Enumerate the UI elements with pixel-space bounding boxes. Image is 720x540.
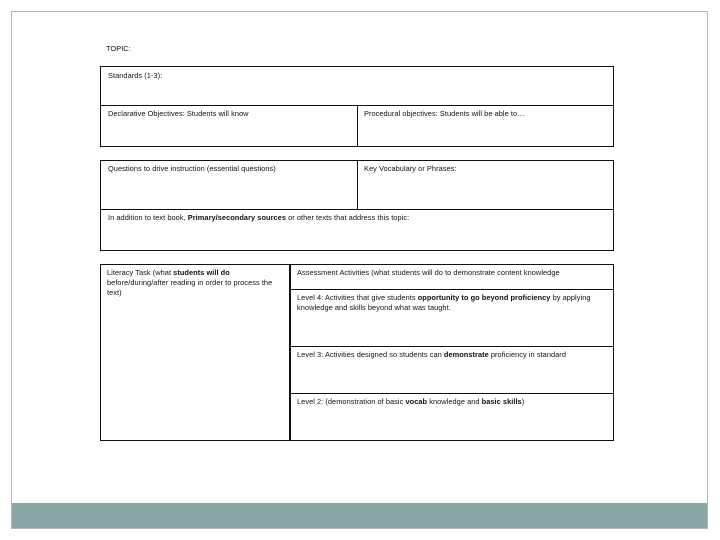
standards-label: Standards (1-3): xyxy=(108,71,163,80)
literacy-task-label xyxy=(102,265,290,301)
level-4-text: by applying knowledge and skills beyond what was taught. xyxy=(297,293,591,312)
level-2-label xyxy=(292,394,612,410)
key-vocabulary-label: Key Vocabulary or Phrases: xyxy=(364,164,457,173)
literacy-text: Literacy Task (what xyxy=(107,268,174,277)
footer-bar xyxy=(12,503,707,528)
level-2-emphasis: basic skills xyxy=(481,397,522,406)
activities-table xyxy=(100,264,614,441)
level-3-text: Level 3: Activities designed so students can xyxy=(297,350,444,359)
topic-label: TOPIC: xyxy=(106,44,131,53)
level-4-text: Level 4: Activities that give students xyxy=(297,293,418,302)
sources-emphasis: Primary/secondary sources xyxy=(187,213,286,222)
sources-text: or other texts that address this topic: xyxy=(285,213,410,222)
declarative-objectives-label: Declarative Objectives: Students will know xyxy=(108,109,249,118)
level-4-emphasis: opportunity to go beyond proficiency xyxy=(417,293,551,302)
level-4-label xyxy=(292,290,612,316)
literacy-text: before/during/after reading in order to process the text) xyxy=(107,278,273,297)
questions-table xyxy=(100,160,614,251)
objectives-table xyxy=(100,66,614,147)
literacy-emphasis: students will do xyxy=(173,268,230,277)
essential-questions-label: Questions to drive instruction (essential questions) xyxy=(108,164,276,173)
level-3-emphasis: demonstrate xyxy=(443,350,489,359)
level-2-emphasis: vocab xyxy=(405,397,428,406)
procedural-objectives-label: Procedural objectives: Students will be able to… xyxy=(364,109,525,118)
level-3-text: proficiency in standard xyxy=(488,350,566,359)
sources-label xyxy=(103,210,611,226)
level-2-text: ) xyxy=(521,397,525,406)
level-2-text: knowledge and xyxy=(427,397,482,406)
sources-text: In addition to text book, xyxy=(108,213,188,222)
level-3-label xyxy=(292,347,612,363)
assessment-activities-label: Assessment Activities (what students will do to demonstrate content knowledge xyxy=(297,268,560,277)
level-2-text: Level 2: (demonstration of basic xyxy=(297,397,406,406)
